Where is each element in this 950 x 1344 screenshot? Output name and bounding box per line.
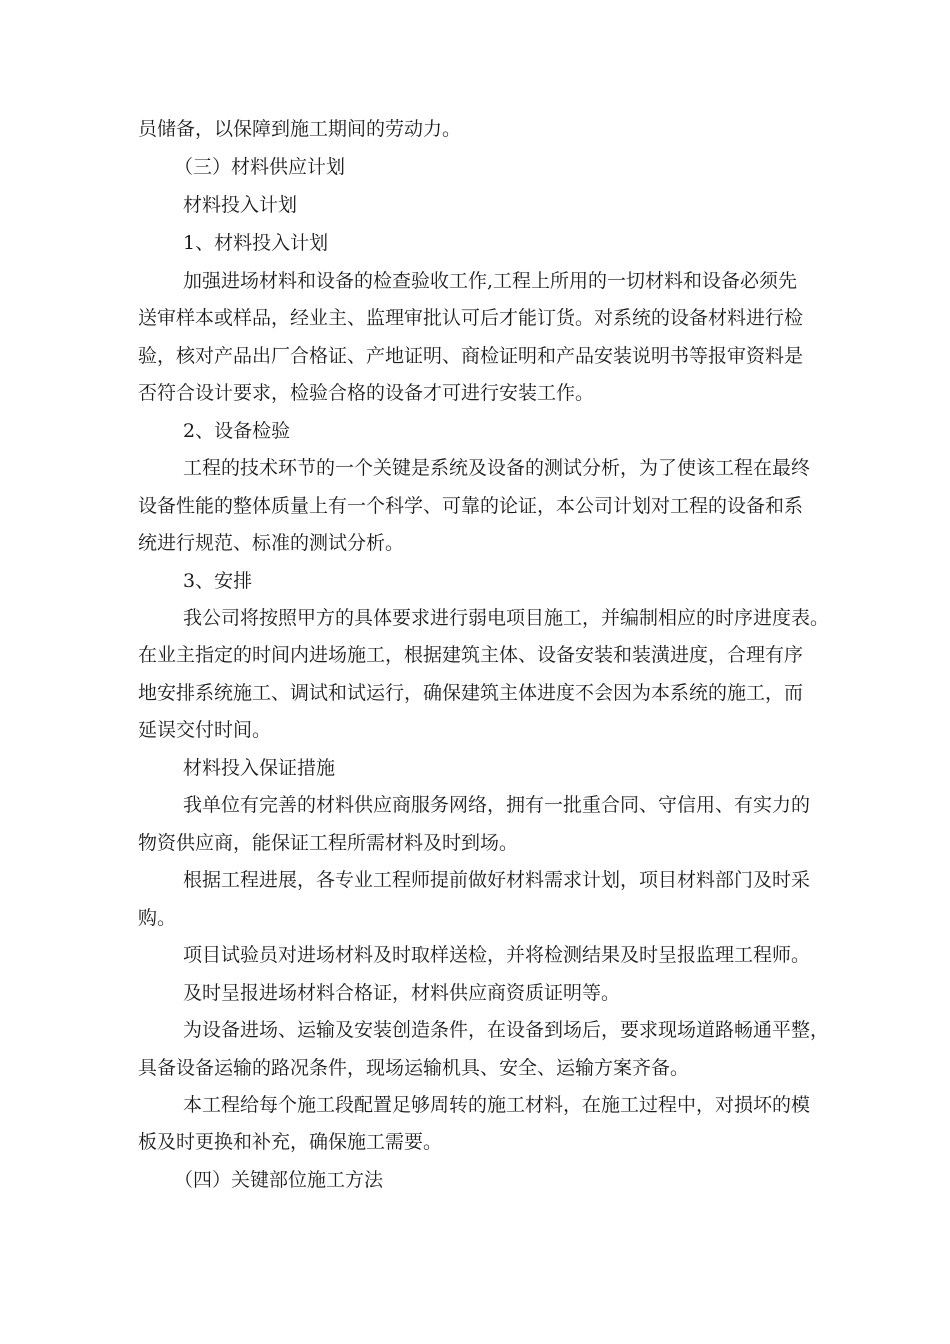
item-heading: 2、设备检验 <box>183 420 291 442</box>
section-heading: （四）关键部位施工方法 <box>174 1169 384 1191</box>
text-line: 工程的技术环节的一个关键是系统及设备的测试分析，为了使该工程在最终 <box>183 457 811 479</box>
text-line: 本工程给每个施工段配置足够周转的施工材料，在施工过程中，对损坏的模 <box>183 1094 811 1116</box>
subsection-heading: 材料投入计划 <box>183 194 298 216</box>
text-line: 否符合设计要求，检验合格的设备才可进行安装工作。 <box>138 382 595 404</box>
text-line: 我公司将按照甲方的具体要求进行弱电项目施工，并编制相应的时序进度表。 <box>183 607 830 629</box>
text-line: 板及时更换和补充，确保施工需要。 <box>138 1131 443 1153</box>
text-line: 统进行规范、标准的测试分析。 <box>138 532 405 554</box>
text-line: 项目试验员对进场材料及时取样送检，并将检测结果及时呈报监理工程师。 <box>183 944 811 966</box>
subsection-heading: 材料投入保证措施 <box>183 757 336 779</box>
text-line: 购。 <box>138 907 177 929</box>
section-heading: （三）材料供应计划 <box>174 156 346 178</box>
text-line: 我单位有完善的材料供应商服务网络，拥有一批重合同、守信用、有实力的 <box>183 794 811 816</box>
text-line: 具备设备运输的路况条件，现场运输机具、安全、运输方案齐备。 <box>138 1057 690 1079</box>
text-line: 根据工程进展，各专业工程师提前做好材料需求计划，项目材料部门及时采 <box>183 869 811 891</box>
text-line: 及时呈报进场材料合格证，材料供应商资质证明等。 <box>183 982 621 1004</box>
text-line: 地安排系统施工、调试和试运行，确保建筑主体进度不会因为本系统的施工，而 <box>138 682 804 704</box>
item-heading: 3、安排 <box>183 570 253 592</box>
text-line: 在业主指定的时间内进场施工，根据建筑主体、设备安装和装潢进度，合理有序 <box>138 644 804 666</box>
text-line: 员储备，以保障到施工期间的劳动力。 <box>138 118 462 140</box>
text-line: 送审样本或样品，经业主、监理审批认可后才能订货。对系统的设备材料进行检 <box>138 307 804 329</box>
text-line: 加强进场材料和设备的检查验收工作,工程上所用的一切材料和设备必须先 <box>183 270 798 292</box>
text-line: 验，核对产品出厂合格证、产地证明、商检证明和产品安装说明书等报审资料是 <box>138 345 804 367</box>
item-heading: 1、材料投入计划 <box>183 232 329 254</box>
text-line: 物资供应商，能保证工程所需材料及时到场。 <box>138 832 519 854</box>
text-line: 设备性能的整体质量上有一个科学、可靠的论证，本公司计划对工程的设备和系 <box>138 495 804 517</box>
text-line: 为设备进场、运输及安装创造条件，在设备到场后，要求现场道路畅通平整， <box>183 1019 830 1041</box>
text-line: 延误交付时间。 <box>138 719 272 741</box>
